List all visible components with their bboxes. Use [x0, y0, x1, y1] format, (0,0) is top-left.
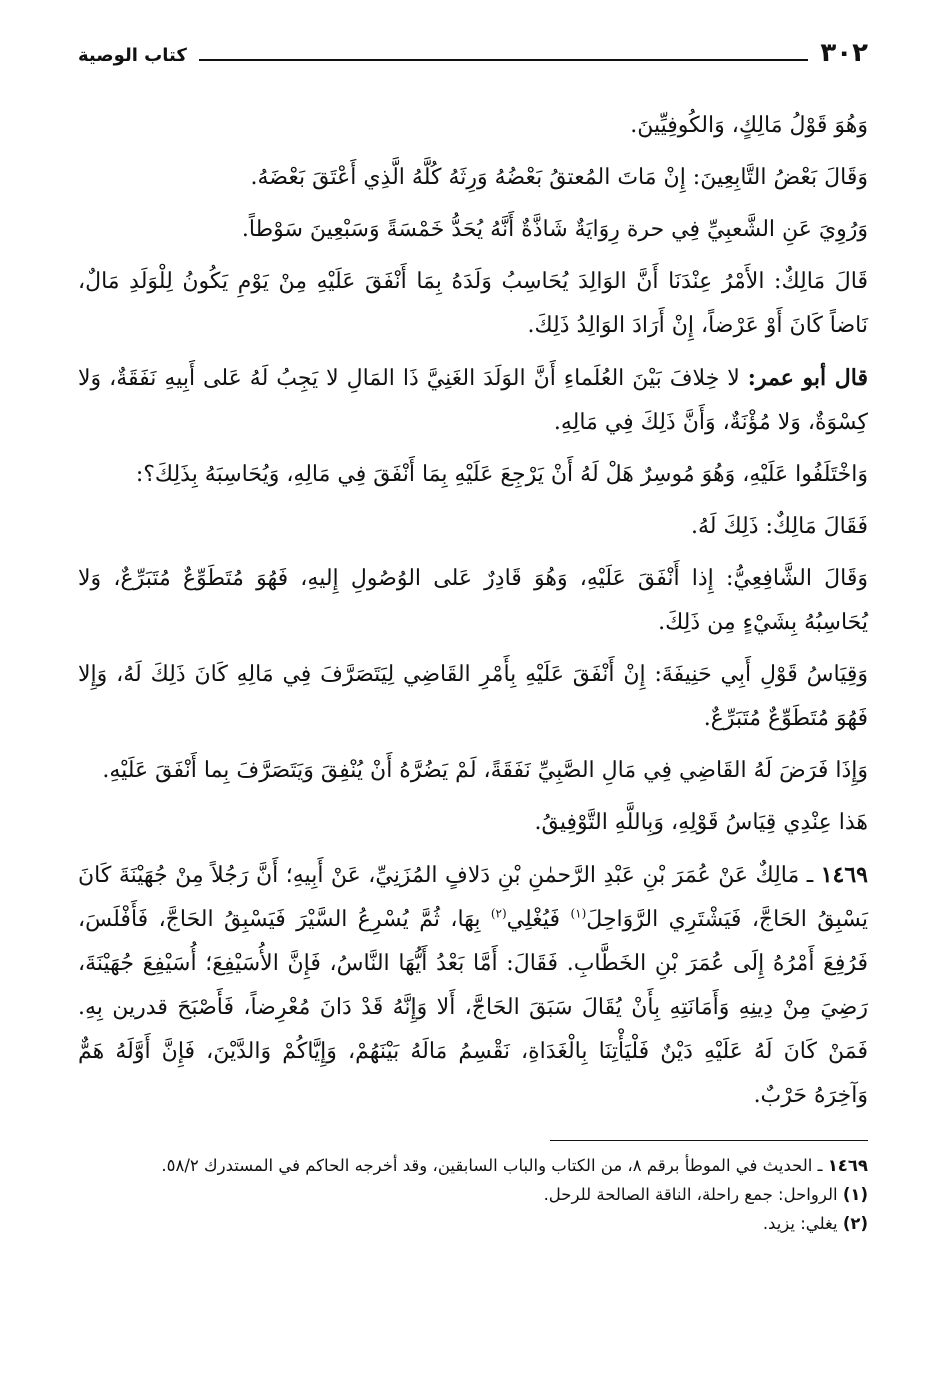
footnote-number: ١٤٦٩ [827, 1156, 868, 1175]
footnote: ١٤٦٩ ـ الحديث في الموطأ برقم ٨، من الكتاب والباب السابقين، وقد أخرجه الحاكم في المستدرك ٥٨/٢. [161, 1156, 868, 1175]
footnote: (١) الرواحل: جمع راحلة، الناقة الصالحة للرحل. [543, 1185, 868, 1204]
hadith-paragraph: ١٤٦٩ ـ مَالِكٌ عَنْ عُمَرَ بْنِ عَبْدِ الرَّحمٰنِ بْنِ دَلافٍ المُزَنِيِّ، عَنْ أَبِيهِ؛ أَنَّ رَجُلاً مِنْ جُهَيْنَةَ كَانَ يَسْبِقُ الحَاجَّ، فَيَشْتَرِي الرَّوَاحِلَ$^{(١)}$ فَيُغْلِي$^{(٢)}$ بِهَا، ثُمَّ يُسْرِعُ السَّيْرَ فَيَسْبِقُ الحَاجَّ، فَأَفْلَسَ، فَرُفِعَ أَمْرُهُ إِلَى عُمَرَ بْنِ الخَطَّابِ. فَقَالَ: أَمَّا بَعْدُ أَيُّهَا النَّاسُ، فَإِنَّ الأُسَيْفِعَ؛ أُسَيْفِعَ جُهَيْنَةَ، رَضِيَ مِنْ دِينِهِ وَأَمَانَتِهِ بِأَنْ يُقَالَ سَبَقَ الحَاجَّ، أَلا وَإِنَّهُ قَدْ دَانَ مُعْرِضاً، فَأَصْبَحَ قدرين بِهِ. فَمَنْ كَانَ لَهُ عَلَيْهِ دَيْنٌ فَلْيَأْتِنَا بِالْغَدَاةِ، نَقْسِمُ مَالَهُ بَيْنَهُمْ، وَإِيَّاكُمْ وَالدَّيْنَ، فَإِنَّ أَوَّلَهُ هَمٌّ وَآخِرَهُ حَرْبٌ. [78, 862, 868, 1108]
paragraph: وَرُوِيَ عَنِ الشَّعبِيِّ فِي حرة رِوَايَةٌ شَاذَّةٌ أَنَّهُ يُحَدُّ خَمْسَةً وَسَبْعِينَ سَوْطاً. [241, 217, 868, 242]
paragraph: هَذا عِنْدِي قِيَاسُ قَوْلِهِ، وَبِاللَّهِ التَّوْفِيقُ. [534, 810, 868, 835]
paragraph: وَإِذَا فَرَضَ لَهُ القَاضِي فِي مَالِ الصَّبِيِّ نَفَقَةً، لَمْ يَضُرَّهُ أَنْ يُنْفِقَ وَيَتَصَرَّفَ بِما أَنْفَقَ عَلَيْهِ. [102, 758, 868, 783]
footnote-number: (١) [842, 1185, 868, 1204]
footnotes [78, 1151, 868, 1238]
footnote-number: (٢) [842, 1214, 868, 1233]
footnote-separator [550, 1140, 868, 1141]
page-header [78, 28, 868, 68]
paragraph: قال أبو عمر: لا خِلافَ بَيْنَ العُلَماءِ أَنَّ الوَلَدَ الغَنِيَّ ذَا المَالِ لا يَجِبُ لَهُ عَلى أَبِيهِ نَفَقَةٌ، وَلا كِسْوَةٌ، وَلا مُؤْنَةٌ، وَأَنَّ ذَلِكَ فِي مَالِهِ. [78, 365, 868, 435]
footnote-ref: (٢) [490, 906, 507, 921]
paragraph: وَاخْتَلَفُوا عَلَيْهِ، وَهُوَ مُوسِرٌ هَلْ لَهُ أَنْ يَرْجِعَ عَلَيْهِ بِمَا أَنْفَقَ فِي مَالِهِ، وَيُحَاسِبَهُ بِذَلِكَ؟: [135, 462, 868, 487]
paragraph: فَقَالَ مَالِكٌ: ذَلِكَ لَهُ. [691, 514, 868, 539]
main-text [78, 104, 868, 1118]
paragraph-lead: قال أبو عمر: [747, 365, 868, 391]
hadith-number: ١٤٦٩ [820, 862, 868, 888]
page-number: ٣٠٢ [820, 38, 868, 68]
paragraph: وَقَالَ الشَّافِعِيُّ: إِذا أَنْفَقَ عَلَيْهِ، وَهُوَ قَادِرٌ عَلى الوُصُولِ إِليهِ، فَهُوَ مُتَطَوِّعٌ مُتَبَرِّعٌ، وَلا يُحَاسِبُهُ بِشَيْءٍ مِن ذَلِكَ. [78, 566, 868, 635]
paragraph: وَقِيَاسُ قَوْلِ أَبِي حَنِيفَةَ: إِنْ أَنْفَقَ عَلَيْهِ بِأَمْرِ القَاضِي لِيَتَصَرَّفَ فِي مَالِهِ كَانَ ذَلِكَ لَهُ، وَإِلا فَهُوَ مُتَطَوِّعٌ مُتَبَرِّعٌ. [78, 662, 868, 731]
paragraph: وَهُوَ قَوْلُ مَالِكٍ، وَالكُوفِيِّينَ. [630, 113, 868, 138]
book-title: كتاب الوصية [78, 45, 187, 66]
header-rule [199, 59, 809, 61]
paragraph: قَالَ مَالِكٌ: الأَمْرُ عِنْدَنَا أَنَّ الوَالِدَ يُحَاسِبُ وَلَدَهُ بِمَا أَنْفَقَ عَلَيْهِ مِنْ يَوْمِ يَكُونُ لِلْوَلَدِ مَالٌ، نَاضاً كَانَ أَوْ عَرْضاً، إِنْ أَرَادَ الوَالِدُ ذَلِكَ. [78, 269, 868, 338]
footnote: (٢) يغلي: يزيد. [762, 1214, 868, 1233]
paragraph: وَقَالَ بَعْضُ التَّابِعِينَ: إِنْ مَاتَ المُعتقُ بَعْضُهُ وَرِثَهُ كُلَّهُ الَّذِي أَعْتَقَ بَعْضَهُ. [250, 165, 868, 190]
footnote-ref: (١) [570, 906, 587, 921]
